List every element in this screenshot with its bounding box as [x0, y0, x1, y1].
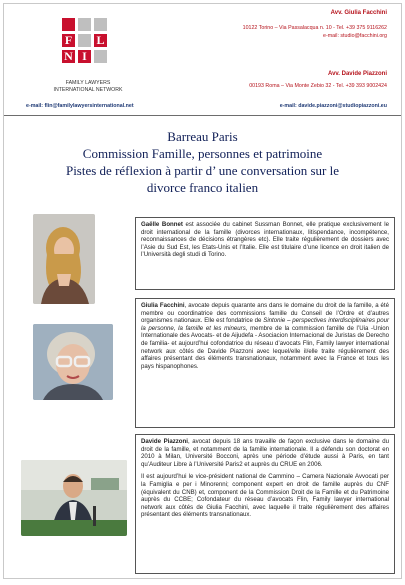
org-name-line: FAMILY LAWYERS	[65, 80, 111, 86]
flin-email[interactable]: e-mail: flin@familylawyersinternational.net	[26, 103, 134, 109]
portrait-image	[21, 460, 127, 536]
org-name-line: INTERNATIONAL NETWORK	[53, 87, 123, 93]
logo-square	[94, 18, 107, 31]
bio-name: Giulia Facchini	[141, 302, 185, 309]
title-line: Barreau Paris	[167, 129, 238, 144]
logo-square	[78, 34, 91, 47]
contact-address: 00193 Roma – Via Monte Zebio 32 - Tel. +39 393 9002424	[249, 82, 387, 89]
bio-text: , avocate depuis quarante ans dans le domaine du droit de la famille, a été membre ou coordinatrice des commissions famille du Conseil de l’Ordre et d’autres organismes nationaux. Elle est fondatrice de	[141, 302, 389, 325]
bio-name: Davide Piazzoni	[141, 438, 188, 445]
portrait-photo-facchini	[33, 324, 113, 400]
contact-piazzoni	[249, 70, 387, 90]
contact-address: 10122 Torino – Via Passalacqua n. 10 - Tel. +39 375 9116262	[242, 24, 387, 31]
portrait-image	[33, 214, 95, 304]
logo-letter: F	[64, 33, 73, 47]
bio-bonnet	[135, 217, 395, 290]
title-line: divorce franco italien	[146, 180, 259, 195]
header-divider	[4, 115, 401, 116]
contact-facchini	[243, 9, 387, 41]
bio-text: , membre de la commission famille de l’Uia -Union Internationale des Avocats- et de Aijudefa - Asociacion Internacional de Juristas de Derecho de familia- et aujourd’hui cofondatrice du réseau d’avocats Flin, Family lawyer international network aux côtés de Davide Piazzoni avec lequel/elle il/elle traite régulièrement des affaires présentant des éléments transnationaux, notamment avec la France et tous les pays hispanophones.	[141, 324, 389, 370]
bio-facchini	[135, 298, 395, 428]
bio-text: Il est aujourd’hui le vice-président national de Cammino – Camera Nazionale Avvocati per la Famiglia e per i Minorenni; component expert en droit de famille auprès du CNF (équivalent du CNB) et, component de la Commission Droit de la Famille et du Patrimoine auprès du CCBE; Cofondateur du réseau d’avocats Flin, Family lawyer international network aux côtés de Giulia Facchini, avec laquelle il traite régulièrement des affaires présentant des éléments transnationaux.	[141, 473, 389, 519]
portrait-photo-bonnet	[33, 214, 95, 304]
piazzoni-email[interactable]: e-mail: davide.piazzoni@studiopiazzoni.eu	[279, 103, 387, 109]
bio-name: Gaëlle Bonnet	[141, 221, 183, 228]
title-line: Pistes de réflexion à partir d’ une conversation sur le	[65, 163, 340, 178]
bio-piazzoni	[135, 434, 395, 574]
title-line: Commission Famille, personnes et patrimoine	[82, 146, 323, 161]
contact-email[interactable]: e-mail: studio@facchini.org	[323, 33, 387, 39]
organization-name	[40, 80, 136, 94]
contact-name: Avv. Giulia Facchini	[330, 10, 387, 16]
bio-text: , avocat depuis 18 ans travaille de façon exclusive dans le domaine du droit de la famille, et notamment de la famille internationale. Il a défendu son doctorat en 2010 à Milan, Université Bocconi, après une période d’étude aussi à Paris, en tant qu’Auditeur Libre à l’Université Paris2 et auprès du CRUE en 2006.	[141, 438, 389, 468]
logo-square	[94, 50, 107, 63]
bio-text: est associée du cabinet Sussman Bonnet, elle pratique exclusivement le droit international de la famille (divorces internationaux, litispendance, incompétence, reconnaissances de décisions étrangères etc). Elle traite régulièrement de dossiers avec l’Asie du Sud Est, les Etats-Unis et l’Italie. Elle est titulaire d’une licence en droit italien de l’Università degli studi di Torino.	[141, 221, 389, 259]
portrait-photo-piazzoni	[21, 460, 127, 536]
document-page	[3, 3, 402, 579]
portrait-image	[33, 324, 113, 400]
contact-name: Avv. Davide Piazzoni	[327, 71, 387, 77]
logo-square	[78, 18, 91, 31]
logo-square	[62, 18, 75, 31]
logo-letter: L	[96, 33, 105, 47]
bio-text-italic: Sintonie – perspectives interdisciplinaires pour la personne, la famille et les mineurs	[141, 317, 390, 332]
flin-logo	[54, 18, 112, 62]
document-title	[14, 128, 391, 196]
logo-letter: I	[82, 49, 87, 63]
logo-letter: N	[64, 49, 73, 63]
